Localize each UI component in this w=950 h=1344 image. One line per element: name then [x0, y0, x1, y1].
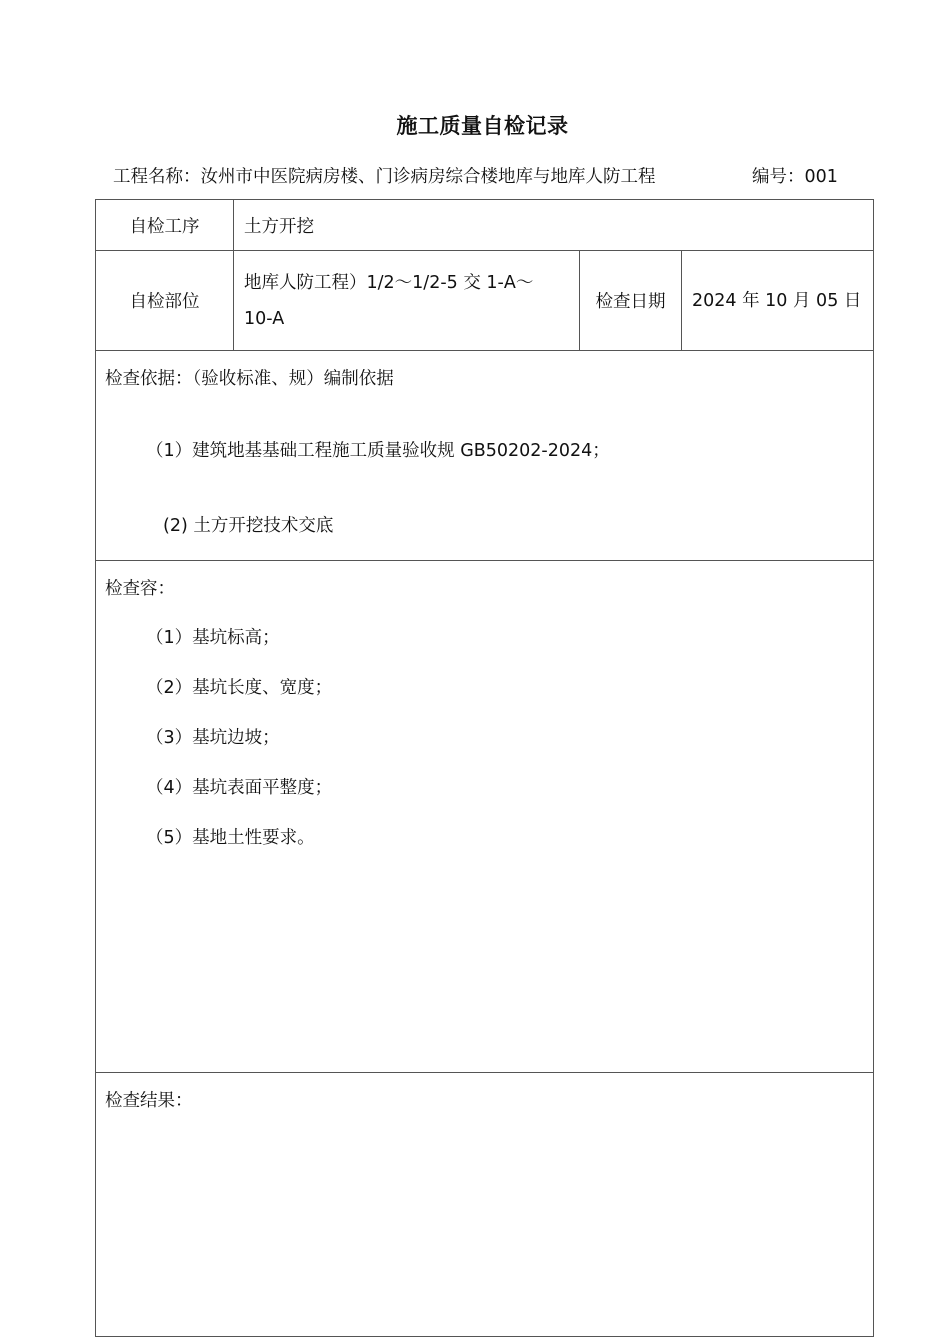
content-item: （4）基坑表面平整度；: [146, 778, 333, 798]
project-name-label: 工程名称：: [113, 167, 201, 187]
project-name-value: 汝州市中医院病房楼、门诊病房综合楼地库与地库人防工程: [200, 167, 656, 187]
process-row: [96, 200, 874, 251]
record-number-value: 001: [804, 167, 838, 187]
inspection-form-table: [95, 199, 874, 1337]
location-row: [96, 251, 874, 351]
content-item: （3）基坑边坡；: [146, 728, 280, 748]
basis-item: （1）建筑地基基础工程施工质量验收规 GB50202-2024；: [146, 441, 610, 461]
location-cell: [234, 251, 580, 351]
process-label: 自检工序: [96, 200, 234, 251]
content-item: （5）基地土性要求。: [146, 828, 315, 848]
content-item: （1）基坑标高；: [146, 628, 280, 648]
result-row: [96, 1073, 874, 1337]
location-label: 自检部位: [96, 251, 234, 351]
date-value: 2024 年 10 月 05 日: [692, 290, 862, 311]
result-cell: [96, 1073, 874, 1337]
date-label: 检查日期: [580, 251, 682, 351]
project-name-line: [113, 163, 656, 188]
date-cell: [682, 251, 874, 351]
basis-heading: 检查依据：（验收标准、规）编制依据: [105, 369, 394, 389]
record-number-label: 编号：: [752, 167, 805, 187]
basis-row: [96, 351, 874, 561]
content-cell: [96, 561, 874, 1073]
basis-item: (2) 土方开挖技术交底: [163, 516, 334, 536]
basis-cell: [96, 351, 874, 561]
content-heading: 检查容：: [105, 579, 175, 599]
result-heading: 检查结果：: [105, 1091, 193, 1111]
content-row: [96, 561, 874, 1073]
location-value: 地库人防工程）1/2～1/2-5 交 1-A～10-A: [244, 272, 534, 329]
content-item: （2）基坑长度、宽度；: [146, 678, 333, 698]
record-number-line: [752, 163, 838, 188]
process-value: 土方开挖: [234, 200, 874, 251]
content-list: [105, 627, 863, 877]
document-title: 施工质量自检记录: [396, 114, 569, 138]
